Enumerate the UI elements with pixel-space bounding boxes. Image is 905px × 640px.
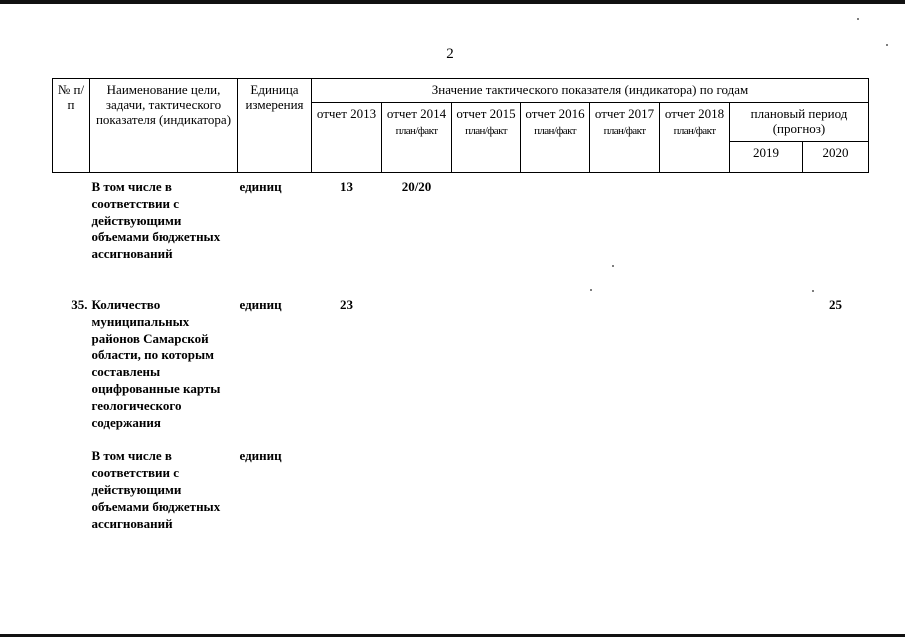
row-value-2018	[660, 172, 730, 283]
row-value-2020: 25	[829, 296, 842, 312]
header-plan-period: плановый период (прогноз)	[730, 102, 869, 141]
row-value-2013	[312, 432, 382, 548]
header-report-2014-label: отчет 2014	[386, 105, 447, 121]
indicators-table	[52, 78, 869, 548]
row-num: 35.	[71, 296, 88, 312]
row-value-2019	[730, 432, 803, 548]
header-report-2016-label: отчет 2016	[525, 105, 585, 121]
table-row	[53, 172, 869, 283]
header-row-1	[53, 79, 869, 103]
row-value-2017	[590, 283, 660, 432]
scan-speck	[886, 44, 888, 46]
row-value-2017	[590, 432, 660, 548]
row-value-2016	[521, 432, 590, 548]
row-value-2018	[660, 283, 730, 432]
header-report-2018-label: отчет 2018	[664, 105, 725, 121]
row-name: Количество муниципальных районов Самарской области, по которым составлены оцифрованные карты геологического содержания	[91, 296, 221, 431]
row-value-2016	[521, 283, 590, 432]
header-plan-fact-2018: план/факт	[673, 124, 716, 137]
header-year-2019: 2019	[730, 141, 803, 172]
header-report-2017	[590, 102, 660, 172]
row-value-2019	[730, 172, 803, 283]
header-plan-fact-2014: план/факт	[395, 124, 438, 137]
scan-speck	[590, 289, 592, 291]
header-report-2016	[521, 102, 590, 172]
row-num	[53, 172, 90, 283]
row-value-2015	[452, 432, 521, 548]
header-report-2018	[660, 102, 730, 172]
bottom-border	[0, 634, 905, 637]
row-unit: единиц	[239, 178, 282, 194]
row-value-2020	[803, 432, 869, 548]
scan-speck	[812, 290, 814, 292]
header-name: Наименование цели, задачи, тактического показателя (индикатора)	[90, 79, 238, 173]
top-border	[0, 0, 905, 4]
row-value-2014: 20/20	[401, 178, 432, 194]
row-name: В том числе в соответствии с действующими объемами бюджетных ассигнований	[91, 447, 221, 531]
table-row	[53, 432, 869, 548]
header-report-2015	[452, 102, 521, 172]
row-value-2013: 13	[340, 178, 353, 194]
row-value-2015	[452, 172, 521, 283]
row-unit: единиц	[239, 296, 282, 312]
header-year-2020: 2020	[803, 141, 869, 172]
header-plan-fact-2016: план/факт	[534, 124, 576, 137]
header-num: № п/п	[53, 79, 90, 173]
row-value-2018	[660, 432, 730, 548]
row-value-2013: 23	[340, 296, 353, 312]
row-value-2014	[382, 283, 452, 432]
row-num	[53, 432, 90, 548]
header-plan-fact-2017: план/факт	[603, 124, 646, 137]
row-value-2017	[590, 172, 660, 283]
header-plan-fact-2015: план/факт	[465, 124, 507, 137]
row-unit: единиц	[239, 447, 282, 463]
page-number: 2	[446, 46, 454, 62]
scan-speck	[857, 18, 859, 20]
row-value-2019	[730, 283, 803, 432]
header-report-2014	[382, 102, 452, 172]
row-name: В том числе в соответствии с действующими объемами бюджетных ассигнований	[91, 178, 221, 262]
scan-speck	[612, 265, 614, 267]
header-unit: Единица измерения	[238, 79, 312, 173]
header-report-2017-label: отчет 2017	[594, 105, 655, 121]
header-report-2015-label: отчет 2015	[456, 105, 516, 121]
row-value-2020	[803, 172, 869, 283]
row-value-2014	[382, 432, 452, 548]
row-value-2015	[452, 283, 521, 432]
header-report-2013: отчет 2013	[312, 102, 382, 172]
header-values-title: Значение тактического показателя (индикатора) по годам	[312, 79, 869, 103]
table-row	[53, 283, 869, 432]
row-value-2016	[521, 172, 590, 283]
